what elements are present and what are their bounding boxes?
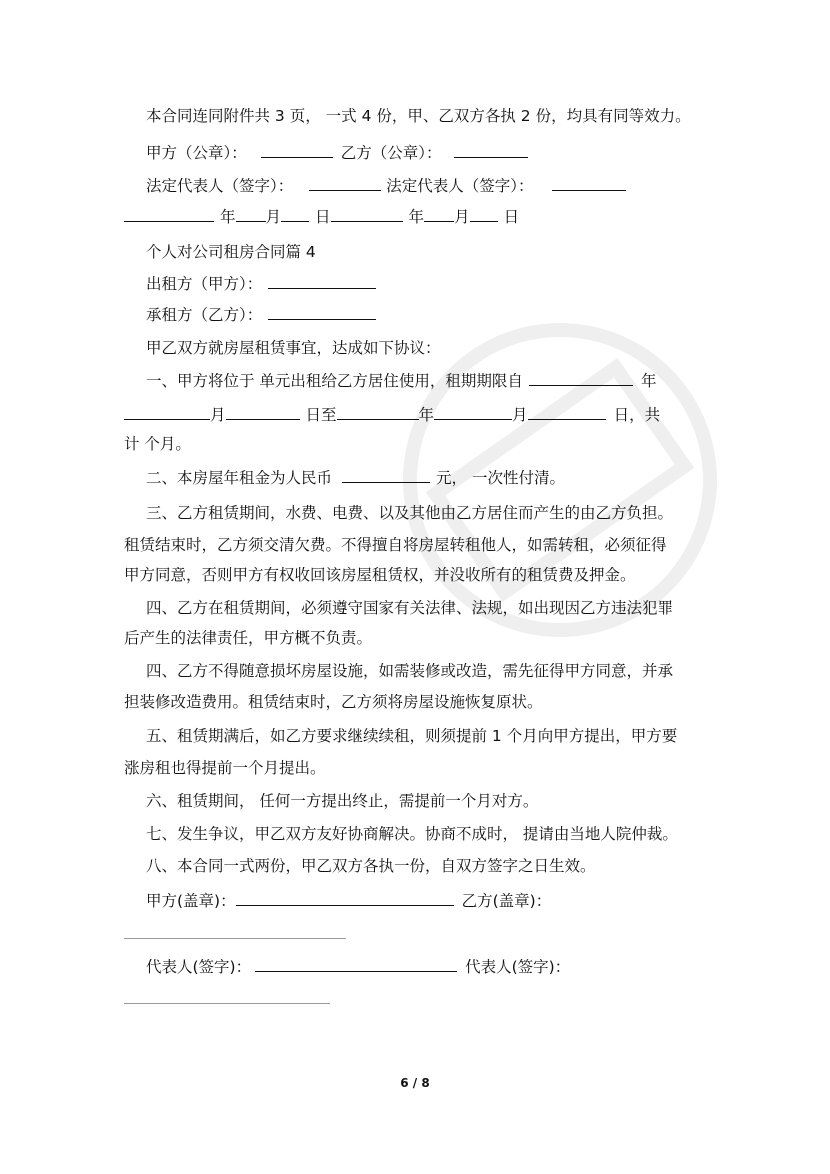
party-b-seal-label: 乙方（公章）： bbox=[340, 144, 442, 162]
rep-row bbox=[146, 956, 570, 977]
lease-end-month-blank[interactable] bbox=[434, 404, 512, 420]
lessor-blank[interactable] bbox=[268, 273, 376, 289]
section-title: 个人对公司租房合同篇 4 bbox=[146, 243, 316, 261]
party-b-stamp-line[interactable] bbox=[124, 938, 346, 939]
clause-5-line-2: 涨房租也得提前一个月提出。 bbox=[124, 759, 326, 777]
clause-4-line-2: 后产生的法律责任，甲方概不负责。 bbox=[124, 629, 373, 647]
year-label: 年 bbox=[408, 208, 425, 226]
year-label: 年 bbox=[418, 406, 435, 424]
party-b-stamp-label: 乙方(盖章)： bbox=[461, 892, 552, 910]
annual-rent-blank[interactable] bbox=[342, 467, 430, 483]
month-label: 月 bbox=[265, 208, 282, 226]
lessor-row bbox=[146, 273, 376, 294]
clause-2 bbox=[146, 467, 565, 488]
rep-b-label: 代表人(签字)： bbox=[465, 958, 571, 976]
year-label: 年 bbox=[640, 372, 657, 390]
year-label: 年 bbox=[220, 208, 236, 226]
rep-b-line[interactable] bbox=[124, 1003, 330, 1004]
legal-rep-b-label: 法定代表人（签字）： bbox=[386, 177, 534, 195]
clause-4b-line-2: 担装修改造费用。租赁结束时，乙方须将房屋设施恢复原状。 bbox=[124, 693, 543, 711]
rep-a-label: 代表人(签字)： bbox=[146, 958, 252, 976]
legal-rep-row bbox=[146, 175, 626, 196]
clause-1-line-1 bbox=[146, 370, 656, 391]
lease-start-month-blank[interactable] bbox=[124, 404, 210, 420]
clause-2-text: 二、本房屋年租金为人民币 bbox=[146, 469, 333, 487]
party-b-seal-blank[interactable] bbox=[454, 142, 528, 158]
page-number: 6 / 8 bbox=[400, 1076, 430, 1090]
clause-2-tail: 元， 一次性付清。 bbox=[436, 469, 565, 487]
month-label: 月 bbox=[512, 406, 528, 424]
clause-7: 七、发生争议，甲乙双方友好协商解决。协商不成时， 提请由当地人院仲裁。 bbox=[146, 825, 678, 843]
legal-rep-a-blank[interactable] bbox=[309, 175, 381, 191]
clause-5-line-1: 五、租赁期满后，如乙方要求继续续租，则须提前 1 个月向甲方提出，甲方要 bbox=[146, 727, 678, 745]
clause-3-line-2: 租赁结束时，乙方须交清欠费。不得擅自将房屋转租他人，如需转租，必须征得 bbox=[124, 536, 667, 554]
clause-3-line-1: 三、乙方租赁期间，水费、电费、以及其他由乙方居住而产生的由乙方负担。 bbox=[146, 504, 674, 522]
clause-6: 六、租赁期间， 任何一方提出终止，需提前一个月对方。 bbox=[146, 792, 539, 810]
date-b-month-blank[interactable] bbox=[424, 206, 454, 222]
p-copies: 本合同连同附件共 3 页， 一式 4 份，甲、乙双方各执 2 份，均具有同等效力。 bbox=[146, 107, 691, 125]
day-to-label: 日至 bbox=[305, 406, 337, 424]
agreement-intro: 甲乙双方就房屋租赁事宜，达成如下协议： bbox=[146, 339, 441, 357]
date-a-day-blank[interactable] bbox=[281, 206, 309, 222]
legal-rep-b-blank[interactable] bbox=[552, 175, 626, 191]
clause-4b-line-1: 四、乙方不得随意损坏房屋设施，如需装修或改造，需先征得甲方同意，并承 bbox=[146, 662, 674, 680]
day-label: 日 bbox=[315, 208, 331, 226]
date-b-day-blank[interactable] bbox=[470, 206, 498, 222]
lessee-blank[interactable] bbox=[268, 304, 376, 320]
party-a-seal-blank[interactable] bbox=[261, 142, 333, 158]
clause-3-line-3: 甲方同意，否则甲方有权收回该房屋租赁权，并没收所有的租赁费及押金。 bbox=[124, 566, 636, 584]
month-label: 月 bbox=[210, 406, 226, 424]
lease-start-day-blank[interactable] bbox=[226, 404, 300, 420]
day-label: 日 bbox=[503, 208, 520, 226]
legal-rep-a-label: 法定代表人（签字）： bbox=[146, 177, 294, 195]
date-a-year-blank[interactable] bbox=[124, 206, 214, 222]
clause-1-line-3: 计 个月。 bbox=[124, 435, 191, 453]
lease-start-year-blank[interactable] bbox=[529, 370, 633, 386]
date-b-year-blank[interactable] bbox=[331, 206, 403, 222]
lessee-row bbox=[146, 304, 376, 325]
party-a-stamp-blank[interactable] bbox=[236, 890, 454, 906]
lessee-label: 承租方（乙方）： bbox=[146, 306, 263, 324]
party-a-seal-row bbox=[146, 142, 528, 163]
clause-4-line-1: 四、乙方在租赁期间，必须遵守国家有关法律、法规，如出现因乙方违法犯罪 bbox=[146, 599, 674, 617]
seal-row bbox=[146, 890, 551, 911]
lessor-label: 出租方（甲方）： bbox=[146, 275, 263, 293]
clause-8: 八、本合同一式两份，甲乙双方各执一份，自双方签字之日生效。 bbox=[146, 857, 596, 875]
lease-end-year-blank[interactable] bbox=[337, 404, 419, 420]
month-label: 月 bbox=[454, 208, 470, 226]
clause-1-text: 一、甲方将位于 单元出租给乙方居住使用，租期期限自 bbox=[146, 372, 523, 390]
day-total-label: 日，共 bbox=[613, 406, 661, 424]
party-a-stamp-label: 甲方(盖章)： bbox=[146, 892, 236, 910]
party-a-seal-label: 甲方（公章）： bbox=[146, 144, 247, 162]
lease-end-day-blank[interactable] bbox=[528, 404, 606, 420]
date-row bbox=[124, 206, 519, 227]
date-a-month-blank[interactable] bbox=[236, 206, 266, 222]
rep-a-blank[interactable] bbox=[255, 956, 457, 972]
clause-1-line-2 bbox=[124, 404, 660, 425]
